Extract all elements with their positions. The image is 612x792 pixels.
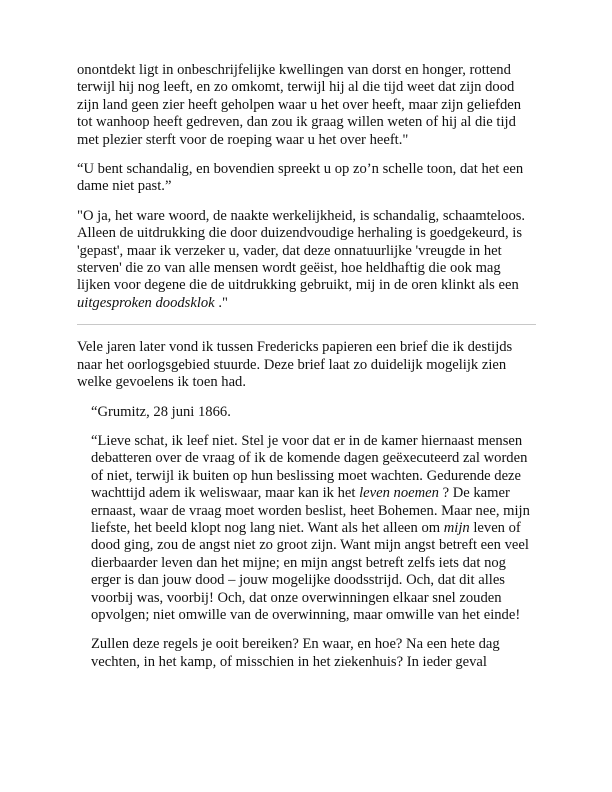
paragraph: Vele jaren later vond ik tussen Fredericks papieren een brief die ik destijds naar het oorlogsgebied stuurde. Deze brief laat zo duidelijk mogelijk zien welke gevoelens ik toen had. bbox=[77, 339, 513, 391]
paragraph-text: leven of dood ging, zou de angst niet zo groot zijn. Want mijn angst betreft een veel dierbaarder leven dan het mijne; en mijn angst betreft zelfs iets dat nog erger is dan jouw dood – jouw mogelijke doodsstrijd. Och, dat dit alles voorbij was, voorbij! Och, dat onze overwinningen elkaar snel zouden opvolgen; niet omwille van de overwinning, maar omwille van het einde! bbox=[91, 519, 529, 623]
document-page bbox=[77, 62, 536, 683]
letter-date: “Grumitz, 28 juni 1866. bbox=[91, 403, 231, 420]
emphasis-text: leven noemen bbox=[359, 485, 439, 502]
emphasis-text: uitgesproken doodsklok bbox=[77, 294, 215, 311]
paragraph-text: "O ja, het ware woord, de naakte werkelijkheid, is schandalig, schaamteloos. Alleen de uitdrukking die door duizendvoudige herhaling is goedgekeurd, is 'gepast', maar ik verzeker u, vader, dat deze onnatuurlijke 'vreugde in het sterven' die zo van alle mensen wordt geëist, hoe heldhaftig die ook mag lijken voor degene die de uitdrukking gebruikt, mij in de oren klinkt als een bbox=[77, 207, 526, 294]
paragraph: onontdekt ligt in onbeschrijfelijke kwellingen van dorst en honger, rottend terwijl hij nog leeft, en zo omkomt, terwijl hij al die tijd weet dat zijn dood zijn land geen zier heeft geholpen waar u het over heeft, maar zijn geliefden tot wanhoop heeft gedreven, dan zou ik graag willen weten of hij al die tijd met plezier sterft voor de roeping waar u het over heeft." bbox=[77, 62, 522, 148]
letter-paragraph bbox=[91, 433, 536, 624]
emphasis-text: mijn bbox=[443, 519, 470, 536]
letter-paragraph: Zullen deze regels je ooit bereiken? En waar, en hoe? Na een hete dag vechten, in het kamp, of misschien in het ziekenhuis? In ieder geval bbox=[91, 636, 500, 670]
section-divider bbox=[77, 324, 536, 325]
paragraph-text: ." bbox=[214, 294, 228, 311]
paragraph-text: ? De kamer ernaast, waar de vraag moet worden beslist, heet Bohemen. Maar nee, mijn liefste, het beeld klopt nog lang niet. Want als het alleen om bbox=[91, 485, 530, 536]
paragraph-text: “Lieve schat, ik leef niet. Stel je voor dat er in de kamer hiernaast mensen debatteren over de vraag of ik de komende dagen geëxecuteerd zal worden of niet, terwijl ik buiten op hun beslissing moet wachten. Gedurende deze wachttijd adem ik weliswaar, maar kan ik het bbox=[91, 432, 528, 502]
paragraph: “U bent schandalig, en bovendien spreekt u op zo’n schelle toon, dat het een dame niet past.” bbox=[77, 161, 524, 195]
paragraph bbox=[77, 208, 536, 312]
